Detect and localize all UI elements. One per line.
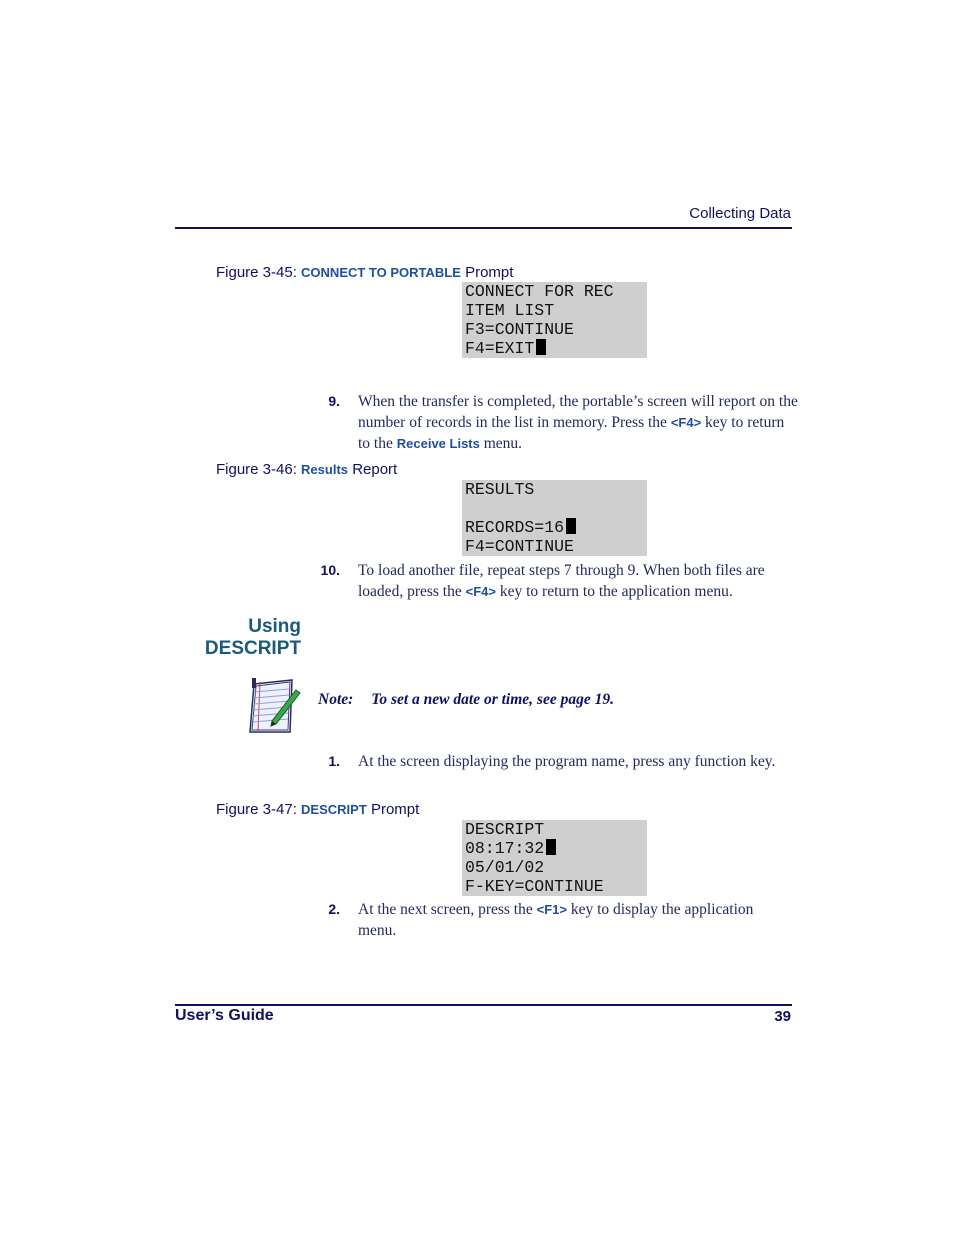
figure-number: Figure 3-47:	[216, 801, 297, 818]
section-heading-line: Using	[248, 616, 301, 637]
step-text-part: When the transfer is completed, the portable’s screen will report on the number of records in the list in memory. Press the	[358, 393, 798, 431]
step-text-part: key to display the application menu.	[358, 901, 754, 939]
screen-line: F4=EXIT	[465, 339, 535, 358]
key-reference: <F1>	[536, 902, 567, 917]
page-number: 39	[774, 1008, 791, 1025]
step-text-part: key to return to the	[358, 414, 785, 452]
portable-screen	[462, 282, 647, 358]
screen-line	[465, 499, 647, 518]
portable-screen	[462, 480, 647, 556]
screen-line: F4=CONTINUE	[465, 537, 574, 556]
step-text	[358, 391, 798, 454]
note-icon	[246, 676, 302, 734]
step-text	[358, 899, 783, 941]
section-heading-line: DESCRIPT	[204, 638, 301, 659]
screen-line: F-KEY=CONTINUE	[465, 877, 604, 896]
figure-keyword: CONNECT TO PORTABLE	[301, 265, 461, 280]
figure-title: Report	[352, 461, 398, 478]
screen-line: 08:17:32	[465, 839, 545, 858]
cursor-block	[536, 339, 546, 355]
note-label: Note:	[318, 691, 354, 708]
step-text-part: At the screen displaying the program name, press any function key.	[358, 753, 776, 770]
screen-line: RECORDS=16	[465, 518, 565, 537]
figure-keyword: DESCRIPT	[301, 802, 367, 817]
figure-caption	[216, 264, 513, 281]
screen-line: CONNECT FOR REC	[465, 282, 614, 301]
figure-title: Prompt	[465, 264, 514, 281]
screen-line-with-cursor	[465, 839, 647, 858]
screen-line: RESULTS	[465, 480, 535, 499]
menu-reference: Receive Lists	[396, 436, 480, 451]
key-reference: <F4>	[670, 415, 702, 430]
screen-line-with-cursor	[465, 339, 647, 358]
step-text-part: At the next screen, press the	[358, 901, 537, 918]
cursor-block	[566, 518, 576, 534]
screen-line: 05/01/02	[465, 858, 545, 877]
section-heading	[195, 616, 301, 660]
running-header: Collecting Data	[689, 205, 791, 222]
figure-title: Prompt	[370, 801, 420, 818]
figure-caption	[216, 461, 397, 478]
figure-keyword: Results	[301, 462, 349, 477]
screen-line: DESCRIPT	[465, 820, 545, 839]
footer-title: User’s Guide	[175, 1007, 274, 1024]
footer-rule	[175, 1004, 792, 1006]
portable-screen	[462, 820, 647, 896]
screen-line: F3=CONTINUE	[465, 320, 574, 339]
step-text-part: menu.	[479, 435, 523, 452]
key-reference: <F4>	[465, 584, 496, 599]
step-number: 2.	[328, 901, 340, 917]
note	[318, 691, 614, 709]
figure-number: Figure 3-46:	[216, 461, 297, 478]
step-text-part: key to return to the application menu.	[495, 583, 733, 600]
screen-line: ITEM LIST	[465, 301, 555, 320]
step-number: 10.	[320, 562, 340, 578]
figure-caption	[216, 801, 419, 818]
step-text-part: To load another file, repeat steps 7 through 9. When both files are loaded, press the	[358, 562, 765, 600]
screen-line-with-cursor	[465, 518, 647, 537]
step-number: 9.	[328, 393, 340, 409]
note-text: To set a new date or time, see page 19.	[371, 691, 614, 708]
cursor-block	[546, 839, 556, 855]
step-number: 1.	[328, 753, 340, 769]
figure-number: Figure 3-45:	[216, 264, 297, 281]
step-text	[358, 751, 778, 772]
header-rule	[175, 227, 792, 229]
step-text	[358, 560, 798, 602]
